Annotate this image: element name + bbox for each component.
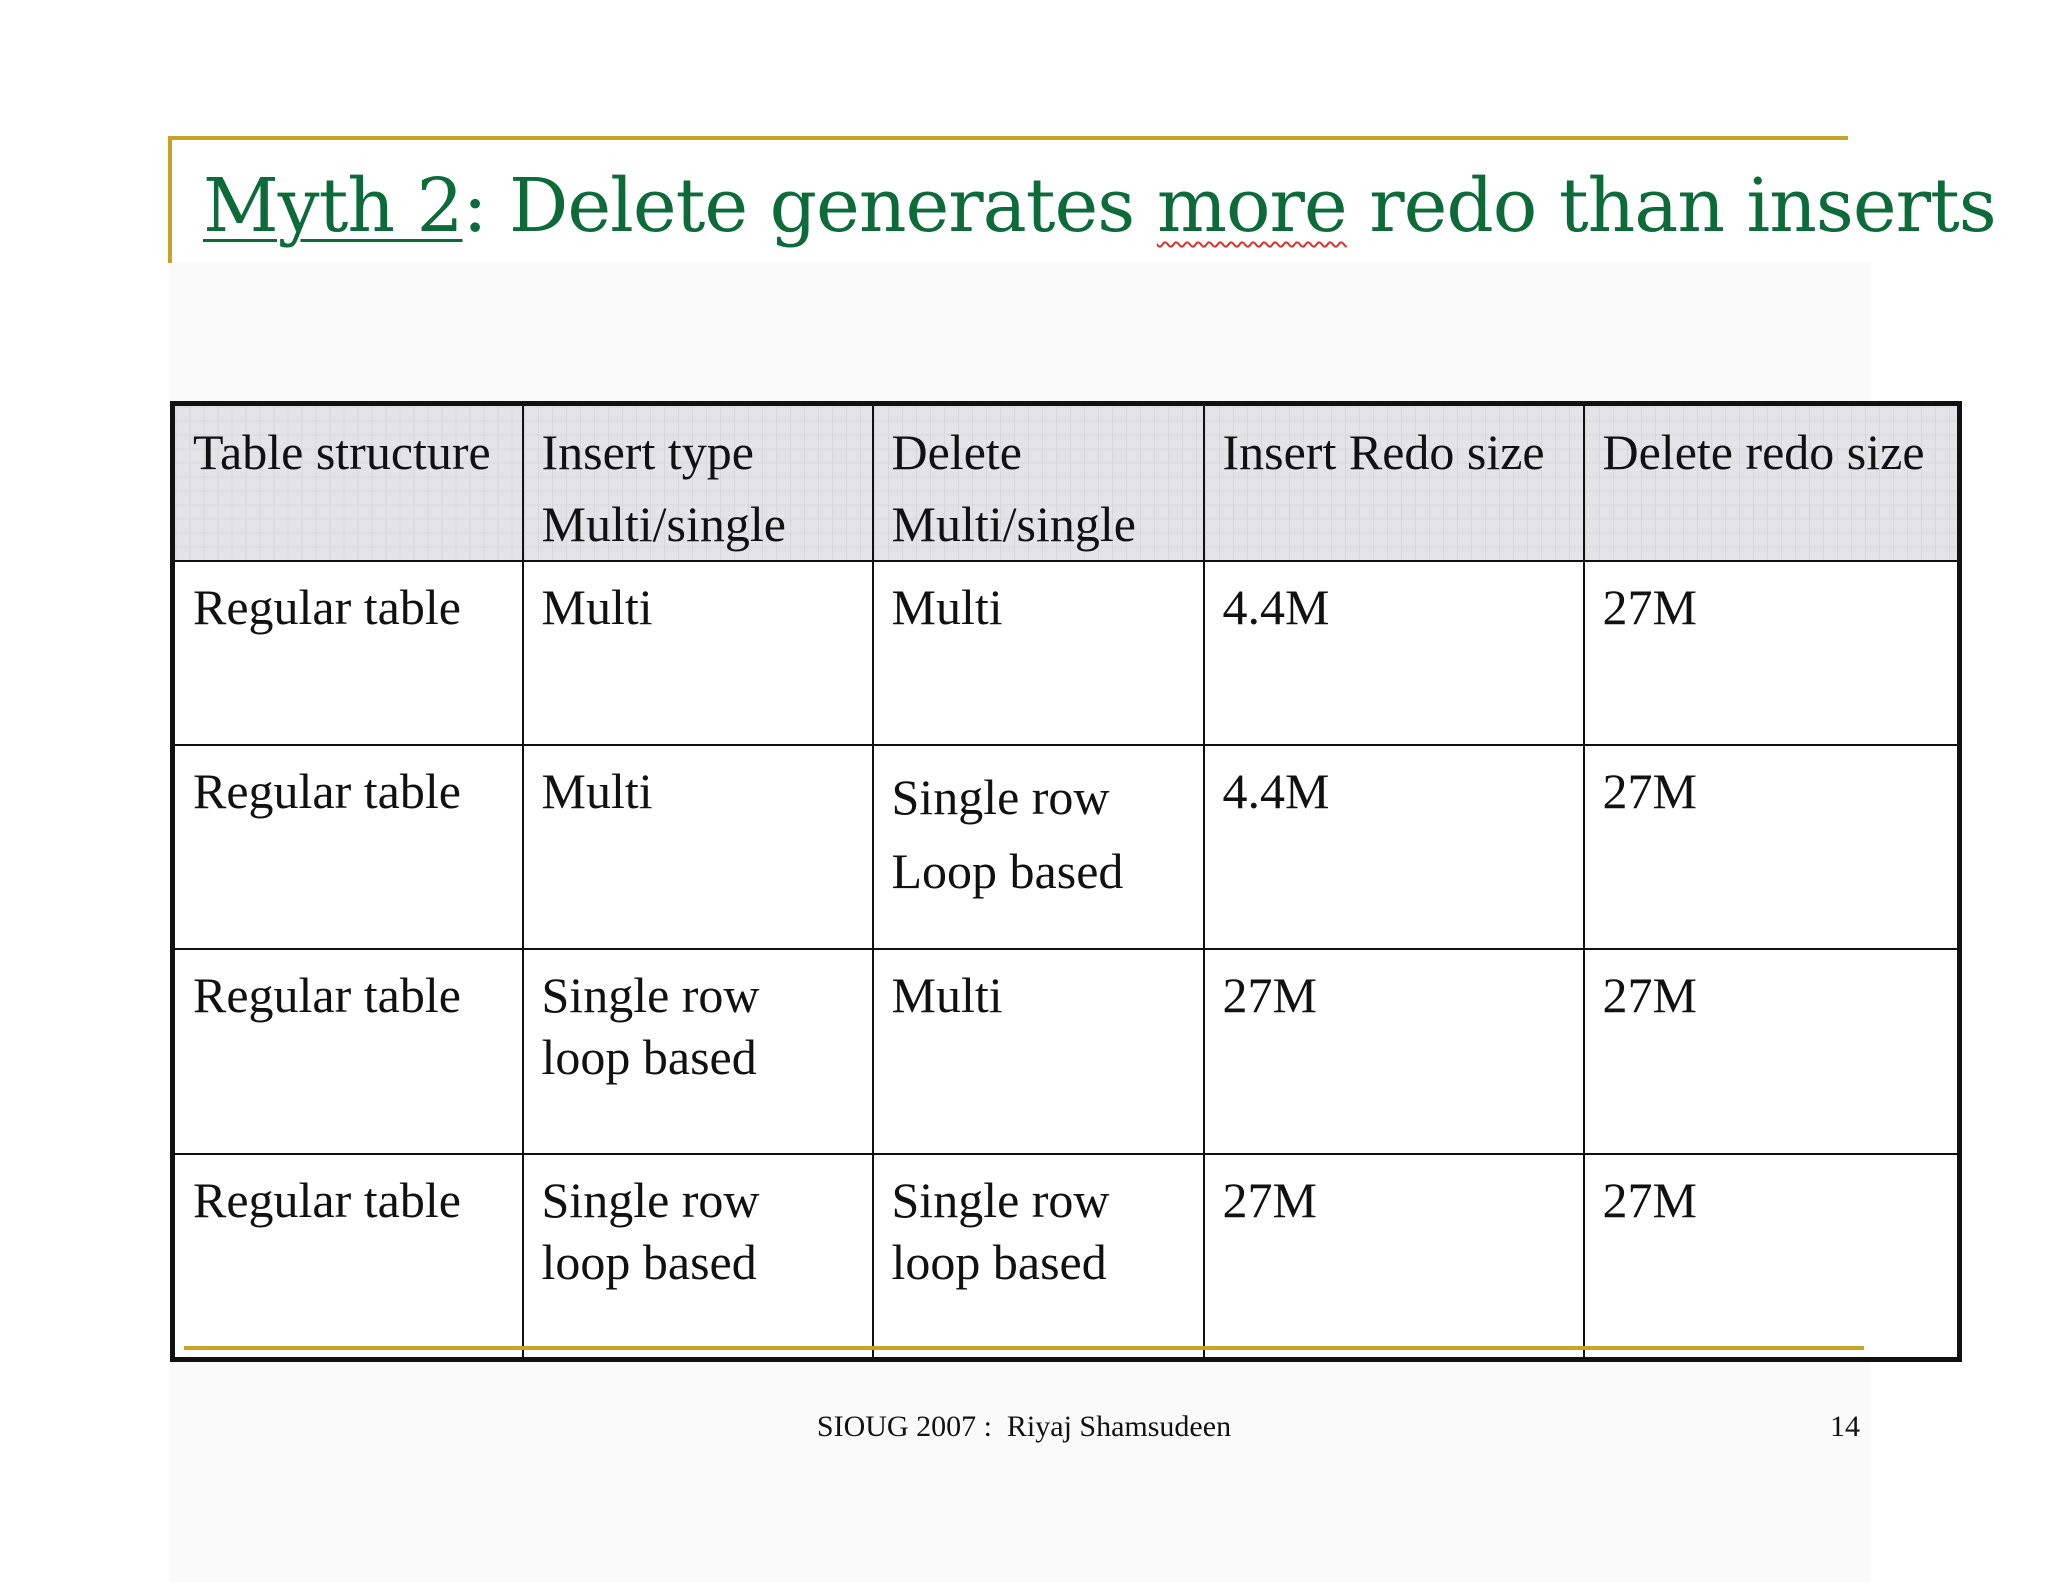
cell-delete-type: [873, 949, 1204, 1154]
cell-delete-redo-size: [1584, 949, 1960, 1154]
slide-footer: SIOUG 2007 : Riyaj Shamsudeen: [816, 1410, 1232, 1443]
footer-accent-rule: [184, 1346, 1864, 1350]
cell-insert-type: [523, 949, 873, 1154]
cell-line: 27M: [1222, 967, 1317, 1023]
title-accent-rule-top: [168, 136, 1848, 140]
header-insert-type: [523, 404, 873, 562]
title-text-part-a: : Delete generates: [462, 163, 1157, 249]
header-line: Multi/single: [541, 496, 786, 552]
cell-line: loop based: [541, 1029, 757, 1085]
cell-insert-type: [523, 1154, 873, 1359]
cell-delete-type: [873, 1154, 1204, 1359]
table-row: [173, 745, 1960, 949]
cell-delete-redo-size: [1584, 745, 1960, 949]
cell-delete-redo-size: [1584, 561, 1960, 745]
cell-line: 27M: [1602, 1172, 1697, 1228]
cell-line: Loop based: [891, 843, 1124, 899]
cell-line: Multi: [541, 579, 653, 635]
cell-line: 4.4M: [1222, 763, 1330, 819]
cell-line: Regular table: [193, 579, 461, 635]
cell-delete-type: [873, 745, 1204, 949]
cell-line: loop based: [541, 1234, 757, 1290]
cell-line: Multi: [541, 763, 653, 819]
cell-line: Single row: [891, 1172, 1110, 1228]
header-line: Insert type: [541, 424, 754, 480]
cell-insert-type: [523, 745, 873, 949]
header-line: Delete redo size: [1602, 424, 1925, 480]
cell-insert-redo-size: [1204, 1154, 1584, 1359]
table-row: [173, 949, 1960, 1154]
cell-line: 4.4M: [1222, 579, 1330, 635]
cell-line: 27M: [1602, 579, 1697, 635]
cell-insert-type: [523, 561, 873, 745]
header-table-structure: [173, 404, 523, 562]
slide-title: [203, 158, 1996, 254]
cell-line: 27M: [1602, 967, 1697, 1023]
cell-table-structure: [173, 745, 523, 949]
cell-line: 27M: [1602, 763, 1697, 819]
cell-line: Multi: [891, 579, 1003, 635]
cell-line: loop based: [891, 1234, 1107, 1290]
title-spellcheck-flagged-word: more: [1156, 163, 1347, 249]
page-number: 14: [1830, 1410, 1860, 1443]
header-line: Multi/single: [891, 496, 1136, 552]
title-myth-label: Myth 2: [203, 163, 463, 249]
cell-insert-redo-size: [1204, 561, 1584, 745]
cell-table-structure: [173, 949, 523, 1154]
header-insert-redo-size: [1204, 404, 1584, 562]
cell-line: Single row: [541, 1172, 760, 1228]
table-header-row: [173, 404, 1960, 562]
cell-delete-type: [873, 561, 1204, 745]
cell-delete-redo-size: [1584, 1154, 1960, 1359]
cell-line: Multi: [891, 967, 1003, 1023]
cell-line: Single row: [541, 967, 760, 1023]
cell-line: Regular table: [193, 1172, 461, 1228]
cell-table-structure: [173, 561, 523, 745]
header-line: Insert Redo size: [1222, 424, 1545, 480]
header-delete-redo-size: [1584, 404, 1960, 562]
title-text-part-b: redo than inserts: [1346, 163, 1996, 249]
cell-line: 27M: [1222, 1172, 1317, 1228]
cell-line: Regular table: [193, 967, 461, 1023]
table-row: [173, 561, 1960, 745]
table-row: [173, 1154, 1960, 1359]
cell-insert-redo-size: [1204, 949, 1584, 1154]
cell-line: Regular table: [193, 763, 461, 819]
header-line: Delete: [891, 424, 1022, 480]
title-accent-rule-left: [168, 136, 172, 263]
cell-table-structure: [173, 1154, 523, 1359]
header-delete-type: [873, 404, 1204, 562]
cell-line: Single row: [891, 769, 1110, 825]
cell-insert-redo-size: [1204, 745, 1584, 949]
redo-size-table: [170, 401, 1962, 1362]
header-line: Table structure: [193, 424, 491, 480]
